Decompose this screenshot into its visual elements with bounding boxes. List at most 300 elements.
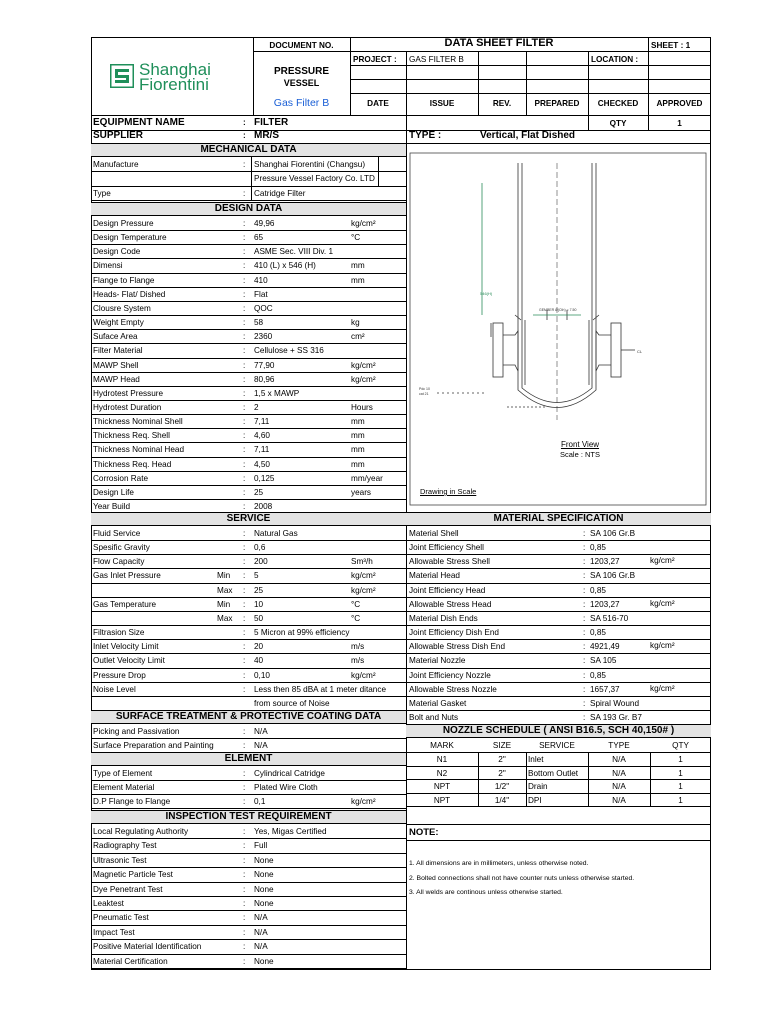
document-type: VESSEL	[283, 78, 320, 88]
colon: :	[243, 388, 246, 398]
colon: :	[243, 160, 246, 169]
field-label: Ultrasonic Test	[93, 855, 147, 865]
field-label: Radiography Test	[93, 841, 157, 851]
material-label: Allowable Stress Shell	[409, 557, 491, 567]
notes-title: NOTE:	[409, 827, 439, 838]
field-unit: kg/cm²	[351, 585, 376, 595]
nozzle-col-line	[478, 752, 479, 806]
colon: :	[583, 684, 586, 694]
section-element: ELEMENT	[91, 752, 406, 766]
field-value: 2	[254, 402, 259, 412]
field-unit: kg/cm²	[351, 360, 376, 370]
project-label: PROJECT :	[353, 55, 397, 64]
field-value: 49,96	[254, 219, 275, 228]
colon: :	[243, 360, 246, 370]
colon: :	[243, 118, 246, 127]
nozzle-cell: N/A	[612, 755, 626, 764]
svg-text:CL: CL	[637, 349, 643, 354]
revision-column-header: ISSUE	[429, 99, 455, 108]
material-value: 0,85	[590, 585, 606, 595]
row-line	[91, 910, 406, 911]
field-value: 4,60	[254, 431, 270, 441]
row-line	[91, 471, 406, 472]
field-label: Magnetic Particle Test	[93, 870, 173, 880]
colon: :	[243, 543, 246, 553]
row-line	[406, 793, 711, 794]
nozzle-cell: N1	[436, 755, 448, 764]
field-value: 65	[254, 233, 264, 243]
field-label: Dye Penetrant Test	[93, 884, 163, 894]
equipment-row-line	[91, 130, 711, 131]
field-value: Yes, Migas Certified	[254, 827, 327, 836]
field-label: Noise Level	[93, 684, 136, 694]
row-line	[91, 682, 406, 683]
min-max-label: Min	[217, 599, 231, 609]
colon: :	[243, 870, 246, 880]
material-value: 0,85	[590, 628, 606, 638]
svg-text:cat 21: cat 21	[419, 392, 429, 396]
colon: :	[243, 459, 246, 469]
field-value: 410	[254, 275, 268, 285]
colon: :	[243, 727, 246, 736]
field-label: MAWP Head	[93, 374, 140, 384]
row-line	[91, 186, 406, 187]
colon: :	[583, 628, 586, 638]
revision-column-header: CHECKED	[597, 99, 639, 108]
field-value: N/A	[254, 741, 268, 750]
field-label: Thickness Req. Shell	[93, 431, 170, 441]
colon: :	[583, 557, 586, 567]
field-label: Pressure Drop	[93, 670, 146, 680]
document-type: PRESSURE	[273, 66, 329, 77]
field-label: Flange to Flange	[93, 275, 155, 285]
field-label: Impact Test	[93, 927, 135, 937]
row-line	[91, 653, 406, 654]
field-label: Design Temperature	[93, 233, 167, 243]
nozzle-cell: 1	[678, 795, 683, 805]
field-unit: m/s	[351, 642, 365, 652]
row-line	[91, 925, 406, 926]
nozzle-cell: N/A	[612, 768, 626, 778]
material-label: Allowable Stress Dish End	[409, 642, 506, 652]
material-label: Joint Efficiency Shell	[409, 543, 484, 553]
nozzle-cell: 1/2"	[494, 782, 510, 791]
colon: :	[583, 712, 586, 722]
material-unit: kg/cm²	[650, 598, 675, 608]
colon: :	[243, 247, 246, 257]
field-label: Surface Preparation and Painting	[93, 741, 214, 750]
section-inspection: INSPECTION TEST REQUIREMENT	[91, 810, 406, 824]
field-label: Flow Capacity	[93, 557, 145, 567]
row-line	[91, 780, 406, 781]
colon: :	[583, 670, 586, 680]
nozzle-cell: 2"	[498, 768, 506, 778]
row-line	[91, 171, 406, 172]
section-material-specification: MATERIAL SPECIFICATION	[406, 512, 711, 526]
revision-column-header: REV.	[492, 99, 512, 108]
row-line	[406, 568, 711, 569]
material-value: 1657,37	[590, 684, 620, 694]
material-label: Material Dish Ends	[409, 613, 478, 623]
colon: :	[243, 557, 246, 567]
field-value: 77,90	[254, 360, 275, 370]
colon: :	[583, 599, 586, 609]
field-label: Clousre System	[93, 303, 151, 313]
field-value: 20	[254, 642, 264, 652]
nozzle-column-header: MARK	[430, 741, 454, 750]
nozzle-col-line	[650, 752, 651, 806]
row-line	[91, 230, 406, 231]
supplier-label: SUPPLIER	[93, 130, 144, 141]
scale-label: Scale : NTS	[559, 450, 600, 459]
field-value: 80,96	[254, 374, 275, 384]
field-label: Hydrotest Duration	[93, 402, 162, 412]
colon: :	[243, 473, 246, 483]
field-value: 7,11	[254, 445, 270, 455]
field-label: Type of Element	[93, 769, 153, 778]
field-value: None	[254, 855, 274, 865]
field-label: Filter Material	[93, 346, 143, 356]
row-line	[406, 806, 711, 807]
colon: :	[243, 529, 246, 538]
row-line	[91, 853, 406, 854]
row-line	[91, 540, 406, 541]
header-row-line	[350, 65, 711, 66]
field-value: N/A	[254, 913, 268, 923]
field-label: Inlet Velocity Limit	[93, 642, 159, 652]
row-line	[91, 414, 406, 415]
colon: :	[243, 445, 246, 455]
field-value: 2008	[254, 502, 273, 511]
material-label: Allowable Stress Head	[409, 599, 492, 609]
nozzle-cell: N/A	[612, 795, 626, 805]
field-value: Less then 85 dBA at 1 meter ditance	[254, 684, 386, 694]
field-label: Manufacture	[93, 160, 139, 169]
field-label: Suface Area	[93, 332, 138, 342]
note-item: 2. Bolted connections shall not have counter nuts unless otherwise started.	[409, 874, 635, 882]
field-value: 25	[254, 487, 264, 497]
colon: :	[243, 783, 246, 792]
notes-top-line	[406, 824, 711, 825]
header-bottom-line	[91, 115, 711, 116]
field-value: Full	[254, 841, 268, 851]
field-value: Cellulose + SS 316	[254, 346, 324, 356]
material-value: SA 106 Gr.B	[590, 571, 636, 581]
field-label: Thickness Nominal Shell	[93, 417, 183, 427]
field-label: D.P Flange to Flange	[93, 797, 171, 806]
nozzle-col-line	[588, 752, 589, 806]
colon: :	[243, 956, 246, 966]
field-value: 40	[254, 656, 264, 666]
field-value: 2360	[254, 332, 273, 342]
qty-value: 1	[677, 119, 682, 128]
drawing-caption: Drawing in Scale	[420, 487, 477, 496]
field-label: Design Code	[93, 247, 141, 257]
nozzle-cell: N/A	[612, 782, 626, 791]
field-value: 10	[254, 599, 264, 609]
nozzle-column-header: SERVICE	[539, 741, 575, 750]
row-line	[91, 400, 406, 401]
colon: :	[243, 131, 246, 140]
drawing-top-line	[406, 143, 711, 144]
colon: :	[243, 487, 246, 497]
material-label: Material Shell	[409, 529, 459, 538]
revision-column-header: DATE	[367, 99, 389, 108]
field-unit: °C	[351, 613, 361, 623]
colon: :	[243, 374, 246, 384]
colon: :	[243, 219, 246, 228]
row-line	[406, 653, 711, 654]
row-line	[91, 485, 406, 486]
row-line	[91, 315, 406, 316]
field-value: N/A	[254, 927, 268, 937]
field-label: Design Pressure	[93, 219, 154, 228]
subtitle: Gas Filter B	[273, 97, 330, 109]
project-value: GAS FILTER B	[409, 55, 464, 64]
field-value: 7,11	[254, 417, 270, 427]
colon: :	[243, 261, 246, 271]
row-line	[91, 625, 406, 626]
field-unit: kg/cm²	[351, 571, 376, 581]
row-line	[91, 939, 406, 940]
nozzle-cell: NPT	[433, 782, 451, 791]
material-label: Material Head	[409, 571, 460, 581]
colon: :	[583, 642, 586, 652]
notes-title-line	[406, 840, 711, 841]
colon: :	[243, 797, 246, 806]
row-line	[91, 258, 406, 259]
colon: :	[583, 585, 586, 595]
min-max-label: Min	[217, 571, 231, 581]
material-value: SA 106 Gr.B	[590, 529, 636, 538]
colon: :	[243, 769, 246, 778]
field-value: ASME Sec. VIII Div. 1	[254, 247, 334, 257]
colon: :	[243, 642, 246, 652]
row-line	[91, 442, 406, 443]
field-label: Positive Material Identification	[93, 942, 202, 952]
field-value: Plated Wire Cloth	[254, 783, 318, 792]
field-unit: mm	[351, 459, 365, 469]
row-line	[91, 386, 406, 387]
field-value: 1,5 x MAWP	[254, 388, 300, 398]
field-label: Design Life	[93, 487, 134, 497]
field-unit: kg	[351, 318, 360, 328]
row-line	[91, 273, 406, 274]
field-label: Dimensi	[93, 261, 123, 271]
colon: :	[243, 927, 246, 937]
field-unit: mm	[351, 431, 365, 441]
field-value: None	[254, 884, 274, 894]
field-label: Outlet Velocity Limit	[93, 656, 165, 666]
field-label: Type	[93, 188, 111, 198]
row-line	[91, 358, 406, 359]
nozzle-col-line	[526, 752, 527, 806]
field-label: Local Regulating Authority	[93, 827, 189, 836]
qty-label: QTY	[609, 119, 627, 128]
colon: :	[243, 741, 246, 750]
colon: :	[243, 841, 246, 851]
company-name: Shanghai	[139, 60, 211, 79]
nozzle-cell: 1	[678, 782, 683, 791]
note-item: 3. All welds are continous unless otherwise started.	[409, 889, 563, 896]
location-label: LOCATION :	[591, 55, 639, 64]
material-label: Joint Efficiency Nozzle	[409, 670, 491, 680]
value-box-line	[378, 157, 379, 186]
colon: :	[243, 332, 246, 342]
row-line	[91, 611, 406, 612]
row-line	[91, 668, 406, 669]
material-value: 0,85	[590, 543, 606, 553]
field-unit: cm²	[351, 332, 365, 342]
field-value: 410 (L) x 546 (H)	[254, 261, 316, 271]
colon: :	[243, 670, 246, 680]
field-unit: Hours	[351, 402, 373, 412]
row-line	[91, 554, 406, 555]
material-unit: kg/cm²	[650, 556, 675, 566]
row-line	[91, 882, 406, 883]
min-max-label: Max	[217, 585, 233, 595]
colon: :	[583, 698, 586, 708]
colon: :	[243, 502, 246, 511]
field-unit: mm	[351, 417, 365, 427]
field-value: None	[254, 870, 274, 880]
colon: :	[243, 318, 246, 328]
field-label: Material Certification	[93, 956, 168, 966]
section-surface-treatment: SURFACE TREATMENT & PROTECTIVE COATING DATA	[91, 710, 406, 724]
nozzle-cell: Inlet	[528, 755, 544, 764]
colon: :	[243, 188, 246, 198]
row-line	[91, 200, 406, 201]
field-label: Gas Inlet Pressure	[93, 571, 161, 581]
field-value: Natural Gas	[254, 529, 298, 538]
colon: :	[243, 585, 246, 595]
field-label: Filtrasion Size	[93, 628, 145, 638]
field-unit: mm	[351, 445, 365, 455]
section-mechanical-data: MECHANICAL DATA	[91, 143, 406, 157]
field-unit: Sm³/h	[351, 557, 373, 567]
row-line	[91, 372, 406, 373]
material-label: Joint Efficiency Head	[409, 585, 486, 595]
value-box-line	[251, 157, 252, 200]
material-label: Bolt and Nuts	[409, 712, 459, 722]
row-line	[406, 752, 711, 753]
colon: :	[583, 543, 586, 553]
field-value: None	[254, 899, 274, 908]
row-line	[91, 968, 406, 969]
field-label: Element Material	[93, 783, 155, 792]
field-value: Cylindrical Catridge	[254, 769, 325, 778]
row-line	[406, 611, 711, 612]
nozzle-column-header: TYPE	[608, 741, 630, 750]
field-value: 0,10	[254, 670, 270, 680]
field-unit: m/s	[351, 656, 365, 666]
field-value: N/A	[254, 727, 268, 736]
field-label: Leaktest	[93, 899, 124, 908]
row-line	[91, 808, 406, 809]
type-label: TYPE :	[409, 130, 442, 141]
material-value: 4921,49	[590, 642, 620, 652]
material-label: Joint Efficiency Dish End	[409, 628, 499, 638]
field-label: Spesific Gravity	[93, 543, 150, 553]
field-label: Pneumatic Test	[93, 913, 149, 923]
header-row-line	[253, 51, 711, 52]
field-value: Shanghai Fiorentini (Changsu)	[254, 160, 366, 169]
field-value: Catridge Filter	[254, 188, 306, 198]
field-value: Pressure Vessel Factory Co. LTD	[254, 174, 375, 184]
row-line	[91, 896, 406, 897]
nozzle-cell: N2	[436, 768, 448, 778]
field-value: 5 Micron at 99% efficiency	[254, 628, 350, 638]
row-line	[406, 766, 711, 767]
colon: :	[243, 684, 246, 694]
colon: :	[243, 402, 246, 412]
nozzle-column-header: QTY	[672, 741, 689, 750]
colon: :	[243, 656, 246, 666]
material-unit: kg/cm²	[650, 683, 675, 693]
row-line	[91, 867, 406, 868]
sheet-number: SHEET : 1	[651, 41, 691, 50]
nozzle-cell: 1/4"	[494, 795, 510, 805]
sheet-title: DATA SHEET FILTER	[444, 37, 554, 49]
field-label: Thickness Req. Head	[93, 459, 172, 469]
company-name: Fiorentini	[139, 75, 209, 94]
field-unit: kg/cm²	[351, 670, 376, 680]
colon: :	[243, 913, 246, 923]
field-value: QOC	[254, 303, 273, 313]
field-unit: kg/cm²	[351, 797, 376, 806]
row-line	[91, 794, 406, 795]
field-label: Weight Empty	[93, 318, 144, 328]
field-label: MAWP Shell	[93, 360, 139, 370]
header-row-line	[350, 79, 711, 80]
row-line	[91, 329, 406, 330]
header-row-line	[350, 93, 711, 94]
document-no-label: DOCUMENT NO.	[269, 41, 334, 50]
field-label: Corrosion Rate	[93, 473, 149, 483]
section-design-data: DESIGN DATA	[91, 202, 406, 216]
row-line	[406, 779, 711, 780]
svg-text:Pdc 10: Pdc 10	[419, 387, 430, 391]
field-unit: years	[351, 487, 372, 497]
field-value: 0,125	[254, 473, 275, 483]
row-line	[91, 838, 406, 839]
colon: :	[243, 571, 246, 581]
colon: :	[243, 233, 246, 243]
row-line	[91, 597, 406, 598]
colon: :	[243, 628, 246, 638]
note-item: 1. All dimensions are in millimeters, unless otherwise noted.	[409, 860, 589, 867]
colon: :	[583, 571, 586, 581]
section-service: SERVICE	[91, 512, 406, 526]
colon: :	[243, 942, 246, 952]
nozzle-cell: Drain	[528, 782, 548, 791]
colon: :	[243, 303, 246, 313]
field-value: 0,1	[254, 797, 266, 806]
field-value: 5	[254, 571, 259, 581]
colon: :	[243, 417, 246, 427]
field-value: N/A	[254, 942, 268, 952]
row-line	[406, 540, 711, 541]
material-unit: kg/cm²	[650, 641, 675, 651]
field-value: 200	[254, 557, 268, 567]
material-label: Material Gasket	[409, 698, 467, 708]
material-value: Spiral Wound	[590, 698, 640, 708]
row-line	[91, 301, 406, 302]
revision-column-header: PREPARED	[534, 99, 580, 108]
field-label: Year Build	[93, 502, 131, 511]
svg-text:546(H): 546(H)	[480, 291, 493, 296]
row-line	[91, 696, 406, 697]
